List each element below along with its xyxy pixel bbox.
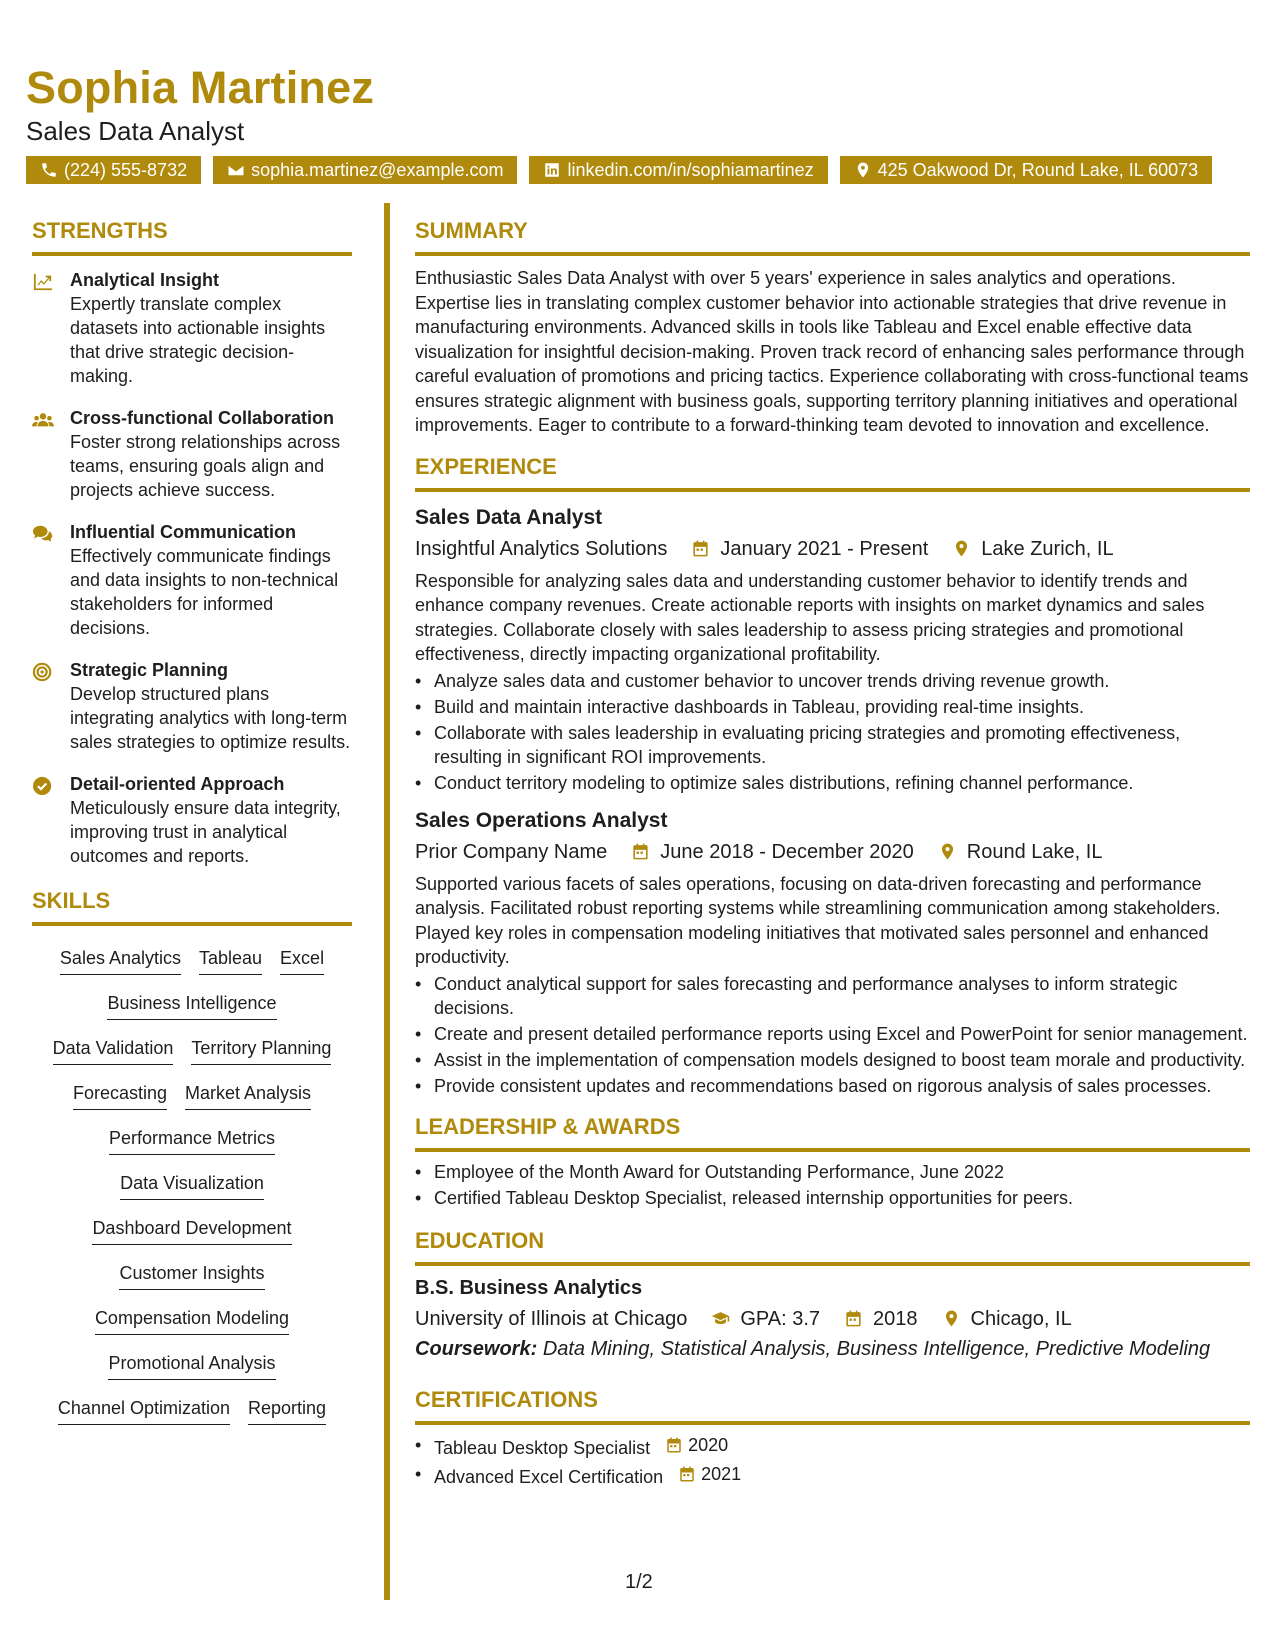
map-pin-icon	[952, 539, 971, 558]
section-rule	[32, 922, 352, 926]
contact-email[interactable]	[213, 156, 517, 184]
section-rule	[415, 1148, 1250, 1152]
skill-row	[32, 1341, 352, 1386]
experience-heading: EXPERIENCE	[415, 453, 557, 479]
section-rule	[32, 252, 352, 256]
graduation-cap-icon	[711, 1309, 730, 1328]
column-divider	[384, 203, 390, 1600]
job-dates: June 2018 - December 2020	[660, 840, 914, 863]
skill-tag: Reporting	[248, 1396, 326, 1425]
award-item: • Certified Tableau Desktop Specialist, released internship opportunities for peers.	[415, 1186, 1250, 1210]
job-entry	[415, 807, 1250, 1098]
contact-address	[840, 156, 1213, 184]
strength-item	[32, 268, 352, 388]
section-rule	[415, 1421, 1250, 1425]
certification-name: Advanced Excel Certification	[434, 1466, 664, 1487]
coursework-list: Data Mining, Statistical Analysis, Business Intelligence, Predictive Modeling	[542, 1337, 1211, 1360]
skill-tag: Dashboard Development	[92, 1216, 291, 1245]
job-bullet: • Assist in the implementation of compensation models designed to boost team morale and productivity.	[415, 1048, 1250, 1072]
phone-icon	[40, 161, 58, 179]
job-title: Sales Operations Analyst	[415, 808, 668, 832]
job-description: Supported various facets of sales operations, focusing on data-driven forecasting and performance analysis. Facilitated robust reporting systems while streamlining communication among stakeholders. Played key roles in compensation modeling initiatives that motivated sales personnel and enhanced productivity.	[415, 873, 1221, 967]
certifications-heading: CERTIFICATIONS	[415, 1386, 598, 1412]
strength-item	[32, 658, 352, 754]
job-description: Responsible for analyzing sales data and understanding customer behavior to identify trends and enhance company revenues. Create actionable reports with insights on market dynamics and sales strategies. Collaborate closely with sales leadership to assess pricing strategies and promotional effectiveness, directly impacting organizational profitability.	[415, 570, 1205, 664]
job-bullet: • Collaborate with sales leadership in evaluating pricing strategies and promoting effectiveness, resulting in significant ROI improvements.	[415, 721, 1250, 769]
section-rule	[415, 1262, 1250, 1266]
degree: B.S. Business Analytics	[415, 1276, 643, 1299]
strength-title: Cross-functional Collaboration	[70, 408, 335, 428]
strength-desc: Effectively communicate findings and data insights to non-technical stakeholders for informed decisions.	[70, 546, 339, 638]
candidate-title: Sales Data Analyst	[26, 116, 245, 146]
contact-email-text: sophia.martinez@example.com	[251, 160, 504, 180]
job-location: Lake Zurich, IL	[981, 537, 1114, 560]
summary-heading: SUMMARY	[415, 218, 528, 243]
skill-tag: Forecasting	[73, 1081, 167, 1110]
gpa: GPA: 3.7	[740, 1307, 821, 1330]
skill-tag: Excel	[280, 946, 324, 975]
skill-row	[32, 1071, 352, 1116]
contact-address-text: 425 Oakwood Dr, Round Lake, IL 60073	[877, 160, 1199, 180]
strength-item	[32, 406, 352, 502]
contact-linkedin-text: linkedin.com/in/sophiamartinez	[567, 160, 814, 180]
certification-item	[415, 1433, 1250, 1460]
strength-desc: Develop structured plans integrating analytics with long-term sales strategies to optimize results.	[70, 684, 351, 752]
chart-line-icon	[32, 272, 54, 292]
skill-tag: Channel Optimization	[58, 1396, 230, 1425]
certification-year: 2020	[688, 1434, 729, 1455]
contact-phone[interactable]	[26, 156, 201, 184]
skill-tag: Compensation Modeling	[95, 1306, 289, 1335]
job-bullet: • Conduct analytical support for sales forecasting and performance analyses to inform strategic decisions.	[415, 972, 1250, 1020]
calendar-icon	[691, 539, 710, 558]
strengths-heading: STRENGTHS	[32, 218, 168, 243]
education-entry	[415, 1274, 1250, 1363]
certifications-list	[415, 1433, 1250, 1489]
skill-row	[32, 1296, 352, 1341]
target-icon	[32, 662, 54, 682]
coursework-label: Coursework:	[415, 1337, 538, 1360]
strength-title: Detail-oriented Approach	[70, 774, 285, 794]
skill-row	[32, 1386, 352, 1431]
skill-row	[32, 1251, 352, 1296]
skill-row	[32, 1116, 352, 1161]
skill-row	[32, 1206, 352, 1251]
map-pin-icon	[942, 1309, 961, 1328]
envelope-icon	[227, 161, 245, 179]
leadership-list	[415, 1160, 1250, 1210]
skills-heading: SKILLS	[32, 888, 111, 913]
job-dates: January 2021 - Present	[720, 537, 929, 560]
job-bullet: • Create and present detailed performance reports using Excel and PowerPoint for senior management.	[415, 1022, 1250, 1046]
linkedin-icon	[543, 161, 561, 179]
job-company: Insightful Analytics Solutions	[415, 537, 668, 560]
job-location: Round Lake, IL	[966, 840, 1103, 863]
certification-name: Tableau Desktop Specialist	[434, 1437, 651, 1458]
job-bullet: • Provide consistent updates and recommendations based on rigorous analysis of sales processes.	[415, 1074, 1250, 1098]
strength-title: Influential Communication	[70, 522, 297, 542]
contact-phone-text: (224) 555-8732	[64, 160, 188, 180]
map-pin-icon	[854, 161, 872, 179]
resume-header	[26, 62, 1256, 184]
skill-tag: Data Validation	[53, 1036, 174, 1065]
right-column	[415, 216, 1250, 1491]
skill-row	[32, 1161, 352, 1206]
left-column	[32, 216, 352, 1431]
candidate-name: Sophia Martinez	[26, 62, 375, 113]
education-meta	[415, 1305, 1250, 1333]
school-name: University of Illinois at Chicago	[415, 1307, 688, 1330]
school-location: Chicago, IL	[970, 1307, 1072, 1330]
strength-item	[32, 772, 352, 868]
award-item: • Employee of the Month Award for Outstanding Performance, June 2022	[415, 1160, 1250, 1184]
certification-year: 2021	[701, 1463, 742, 1484]
skill-tag: Business Intelligence	[107, 991, 276, 1020]
users-icon	[32, 410, 54, 430]
calendar-icon	[665, 1436, 683, 1454]
strength-desc: Meticulously ensure data integrity, improving trust in analytical outcomes and reports.	[70, 798, 341, 866]
strength-item	[32, 520, 352, 640]
job-bullets	[415, 669, 1250, 795]
skill-tag: Market Analysis	[185, 1081, 311, 1110]
calendar-icon	[678, 1465, 696, 1483]
skill-tag: Territory Planning	[191, 1036, 331, 1065]
certification-item	[415, 1462, 1250, 1489]
skill-tag: Customer Insights	[119, 1261, 264, 1290]
section-rule	[415, 252, 1250, 256]
graduation-year: 2018	[873, 1307, 918, 1330]
strength-desc: Foster strong relationships across teams, ensuring goals align and projects achieve success.	[70, 432, 341, 500]
job-entry	[415, 504, 1250, 795]
check-circle-icon	[32, 776, 54, 796]
job-bullets	[415, 972, 1250, 1098]
section-rule	[415, 488, 1250, 492]
skill-tag: Sales Analytics	[60, 946, 181, 975]
coursework	[415, 1335, 1250, 1363]
page-number: 1/2	[625, 1571, 653, 1593]
skill-tag: Tableau	[199, 946, 262, 975]
skill-tag: Data Visualization	[120, 1171, 264, 1200]
contact-bar	[26, 156, 1256, 184]
strength-title: Strategic Planning	[70, 660, 229, 680]
calendar-icon	[631, 842, 650, 861]
leadership-heading: LEADERSHIP & AWARDS	[415, 1113, 681, 1139]
job-bullet: • Conduct territory modeling to optimize sales distributions, refining channel performance.	[415, 771, 1250, 795]
summary-text: Enthusiastic Sales Data Analyst with over 5 years' experience in sales analytics and operations. Expertise lies in translating complex customer behavior into actionable strategies that drive revenue in manufacturing environments. Advanced skills in tools like Tableau and Excel enable effective data visualization for insightful decision-making. Proven track record of enhancing sales performance through careful evaluation of promotions and pricing tactics. Experience collaborating with cross-functional teams ensures strategic alignment with business goals, supporting territory planning initiatives and operational improvements. Eager to contribute to a forward-thinking team devoted to innovation and excellence.	[415, 268, 1249, 435]
calendar-icon	[844, 1309, 863, 1328]
skills-list	[32, 936, 352, 1431]
skill-row	[32, 1026, 352, 1071]
education-heading: EDUCATION	[415, 1227, 545, 1253]
skill-row	[32, 936, 352, 981]
skill-row	[32, 981, 352, 1026]
job-bullet: • Analyze sales data and customer behavior to uncover trends driving revenue growth.	[415, 669, 1250, 693]
skill-tag: Promotional Analysis	[108, 1351, 275, 1380]
comments-icon	[32, 524, 54, 544]
contact-linkedin[interactable]	[529, 156, 827, 184]
skill-tag: Performance Metrics	[109, 1126, 275, 1155]
job-bullet: • Build and maintain interactive dashboards in Tableau, providing real-time insights.	[415, 695, 1250, 719]
map-pin-icon	[938, 842, 957, 861]
job-title: Sales Data Analyst	[415, 505, 603, 529]
strengths-list	[32, 268, 352, 868]
strength-desc: Expertly translate complex datasets into actionable insights that drive strategic decision-making.	[70, 294, 326, 386]
strength-title: Analytical Insight	[70, 270, 220, 290]
job-company: Prior Company Name	[415, 840, 608, 863]
job-meta	[415, 838, 1250, 866]
job-meta	[415, 535, 1250, 563]
